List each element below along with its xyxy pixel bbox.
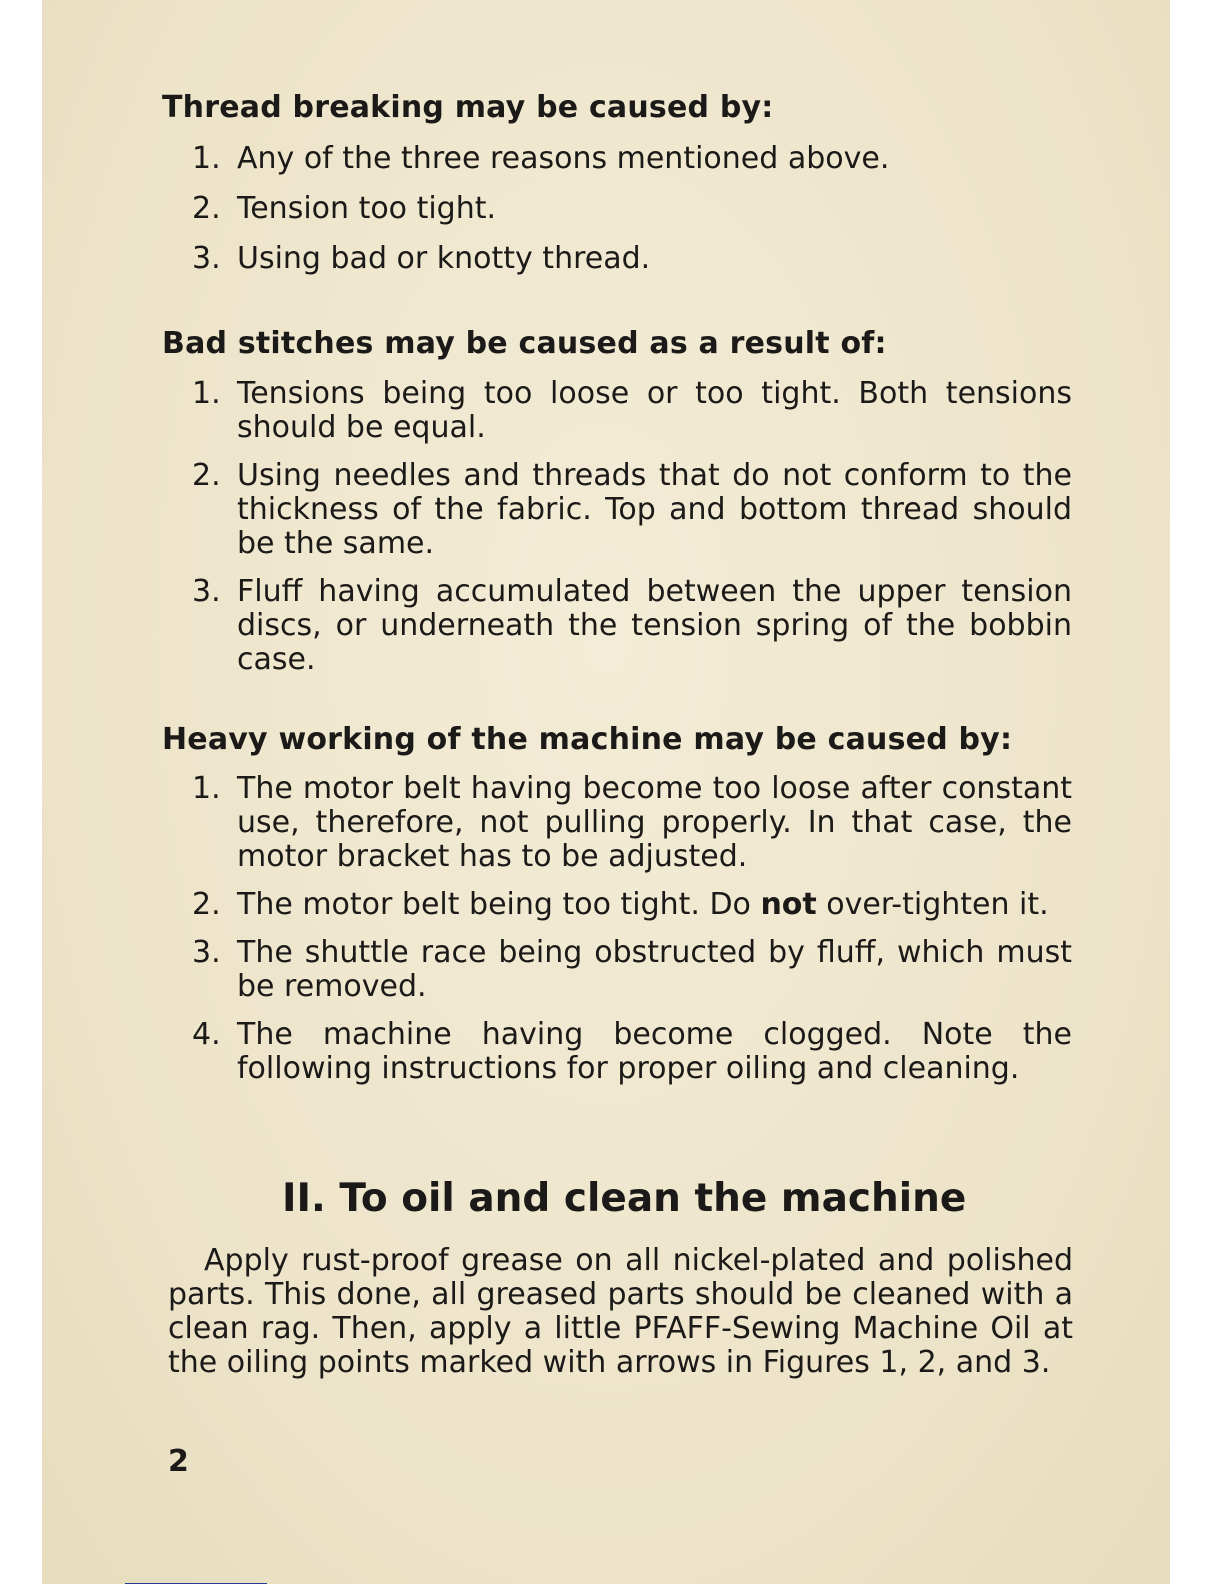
- emphasis-not: not: [760, 887, 817, 922]
- item-text: Tensions being too loose or too tight. Both tensions should be equal.: [237, 376, 1072, 445]
- list-item: [192, 192, 1072, 226]
- item-number: 2.: [192, 458, 221, 493]
- list-item: [192, 242, 1072, 276]
- item-text: The shuttle race being obstructed by fluff, which must be removed.: [237, 935, 1072, 1004]
- list-bad-stitches: [192, 377, 1072, 677]
- list-item: [192, 772, 1072, 874]
- item-number: 4.: [192, 1017, 221, 1052]
- list-item: [192, 459, 1072, 561]
- oil-clean-paragraph: Apply rust-proof grease on all nickel-plated and polished parts. This done, all greased parts should be cleaned with a clean rag. Then, apply a little PFAFF-Sewing Machine Oil at the oiling points marked with arrows in Figures 1, 2, and 3.: [168, 1243, 1073, 1380]
- list-thread-breaking: [192, 142, 1072, 276]
- item-number: 2.: [192, 191, 221, 226]
- item-number: 1.: [192, 771, 221, 806]
- manual-page: [42, 0, 1170, 1584]
- section-title: II. To oil and clean the machine: [282, 1176, 967, 1221]
- item-text: [237, 888, 1072, 922]
- item-number: 1.: [192, 141, 221, 176]
- list-item: [192, 936, 1072, 1004]
- list-item: [192, 377, 1072, 445]
- item-number: 3.: [192, 574, 221, 609]
- list-heavy-working: [192, 772, 1072, 1086]
- item-text: Fluff having accumulated between the upper tension discs, or underneath the tension spring of the bobbin case.: [237, 574, 1072, 677]
- item-number: 2.: [192, 887, 221, 922]
- item-number: 3.: [192, 241, 221, 276]
- heading-heavy-working: Heavy working of the machine may be caused by:: [162, 722, 1013, 757]
- list-item: [192, 1018, 1072, 1086]
- heading-bad-stitches: Bad stitches may be caused as a result of:: [162, 326, 887, 361]
- item-text: Any of the three reasons mentioned above.: [237, 141, 890, 176]
- item-text-end: over-tighten it.: [816, 887, 1049, 922]
- item-text: Using bad or knotty thread.: [237, 241, 651, 276]
- page-number: 2: [168, 1444, 189, 1479]
- item-text: Tension too tight.: [237, 191, 497, 226]
- list-item: [192, 888, 1072, 922]
- item-text-start: The motor belt being too tight. Do: [237, 887, 761, 922]
- list-item: [192, 142, 1072, 176]
- item-number: 1.: [192, 376, 221, 411]
- item-number: 3.: [192, 935, 221, 970]
- item-text: The machine having become clogged. Note the following instructions for proper oiling and cleaning.: [237, 1017, 1072, 1086]
- item-text: The motor belt having become too loose after constant use, therefore, not pulling properly. In that case, the motor bracket has to be adjusted.: [237, 771, 1072, 874]
- item-text: Using needles and threads that do not conform to the thickness of the fabric. Top and bottom thread should be the same.: [237, 458, 1072, 561]
- list-item: [192, 575, 1072, 677]
- heading-thread-breaking: Thread breaking may be caused by:: [162, 90, 774, 125]
